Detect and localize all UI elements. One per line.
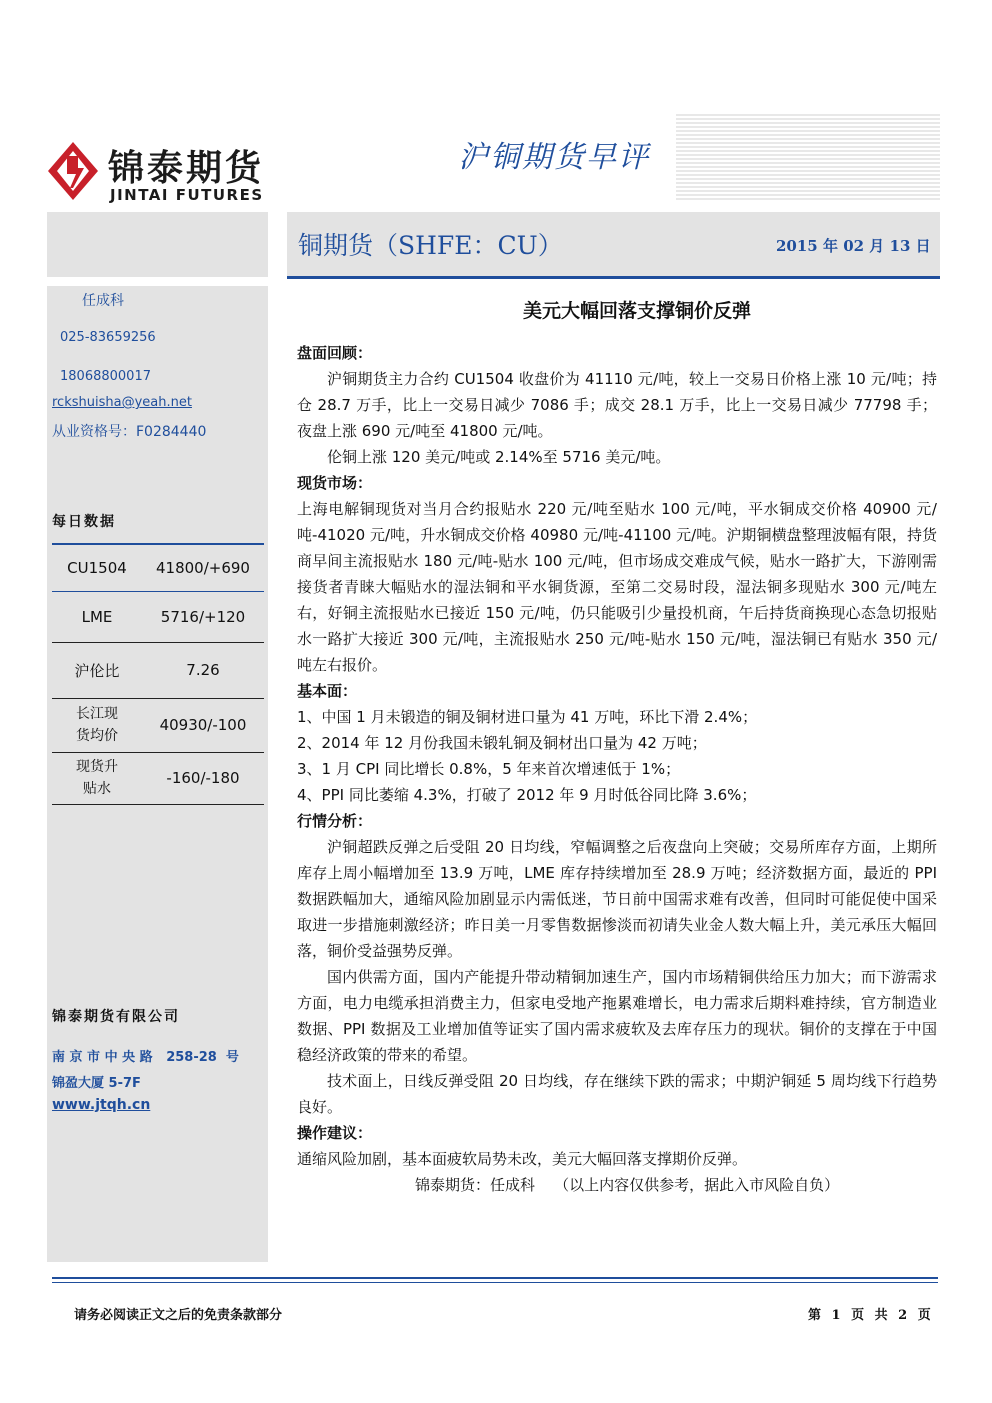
paragraph: 沪铜期货主力合约 CU1504 收盘价为 41110 元/吨，较上一交易日价格上涨 10 元/吨；持仓 28.7 万手，比上一交易日减少 7086 手；成交 28.1 万手，比上一交易日减少 77798 手；夜盘上涨 690 元/吨至 41800 元/吨。 (297, 370, 937, 440)
section-title-market-review: 盘面回顾： (297, 344, 373, 362)
data-value: 7.26 (186, 661, 220, 679)
section-title-analysis: 行情分析： (297, 812, 373, 830)
author-signature: 锦泰期货：任成科 （以上内容仅供参考，据此入市风险自负） (415, 1176, 840, 1194)
data-row-basis (52, 752, 264, 804)
footer-divider-thin (52, 1282, 938, 1283)
list-item: 3、1 月 CPI 同比增长 0.8%，5 年来首次增速低于 1%； (297, 760, 681, 778)
paragraph: 沪铜超跌反弹之后受阻 20 日均线，窄幅调整之后夜盘向上突破；交易所库存方面，上期所库存上周小幅增加至 13.9 万吨，LME 库存持续增加至 28.9 万吨；经济数据方面，最近的 PPI 数据跌幅加大，通缩风险加剧显示内需低迷，节日前中国需求难有改善，但同时可能促使中国采取进一步措施刺激经济；昨日美一月零售数据惨淡而初请失业金人数大幅上升，美元承压大幅回落，铜价受益强势反弹。 (297, 838, 937, 960)
data-row-lme (52, 591, 264, 642)
contact-phone-1: 025-83659256 (60, 330, 156, 345)
data-label: CU1504 (67, 558, 127, 577)
data-row-spot-avg (52, 698, 264, 752)
list-item: 4、PPI 同比萎缩 4.3%，打破了 2012 年 9 月时低谷同比降 3.6%； (297, 786, 757, 804)
list-item: 2、2014 年 12 月份我国未锻轧铜及铜材出口量为 42 万吨； (297, 734, 707, 752)
list-item: 1、中国 1 月未锻造的铜及铜材进口量为 41 万吨，环比下滑 2.4%； (297, 708, 758, 726)
data-label: LME (81, 607, 113, 626)
analyst-name: 任成科 (82, 293, 124, 309)
company-website-link[interactable]: www.jtqh.cn (52, 1097, 151, 1113)
company-name: 锦泰期货有限公司 (52, 1009, 180, 1025)
daily-data-table (52, 543, 264, 805)
paragraph: 技术面上，日线反弹受阻 20 日均线，存在继续下跌的需求；中期沪铜延 5 周均线下行趋势良好。 (297, 1072, 937, 1116)
report-date: 2015 年 02 月 13 日 (776, 237, 931, 255)
paragraph: 国内供需方面，国内产能提升带动精铜加速生产，国内市场精铜供给压力加大；而下游需求方面，电力电缆承担消费主力，但家电受地产拖累难增长，电力需求后期料难持续，官方制造业数据、PPI 数据及工业增加值等证实了国内需求疲软及去库存压力的现状。铜价的支撑在于中国稳经济政策的带来的希望。 (297, 968, 937, 1064)
report-title: 沪铜期货早评 (458, 140, 650, 175)
data-label-line-2: 货均价 (76, 728, 118, 744)
data-value: 41800/+690 (156, 558, 250, 577)
company-address-line-2: 锦盈大厦 5-7F (52, 1076, 141, 1091)
contact-email-link[interactable]: rckshuisha@yeah.net (52, 395, 192, 410)
section-title-fundamentals: 基本面： (297, 682, 358, 700)
logo-english-name: JINTAI FUTURES (110, 186, 264, 204)
paragraph: 伦铜上涨 120 美元/吨或 2.14%至 5716 美元/吨。 (327, 448, 671, 466)
company-logo-icon (48, 142, 98, 200)
footer-disclaimer: 请务必阅读正文之后的免责条款部分 (74, 1308, 283, 1323)
data-value: 40930/-100 (159, 716, 247, 734)
company-address-line-1: 南 京 市 中 央 路 258-28 号 (52, 1050, 239, 1065)
section-title-spot-market: 现货市场： (297, 474, 373, 492)
article-headline: 美元大幅回落支撑铜价反弹 (522, 300, 751, 322)
page-number: 第 1 页 共 2 页 (808, 1308, 934, 1323)
title-band-underline (287, 276, 940, 279)
data-value: 5716/+120 (160, 607, 246, 626)
data-label (52, 698, 142, 752)
paragraph: 上海电解铜现货对当月合约报贴水 220 元/吨至贴水 100 元/吨，平水铜成交价格 40900 元/吨-41020 元/吨，升水铜成交价格 40980 元/吨-41100 元/吨。沪期铜横盘整理波幅有限，持货商早间主流报贴水 180 元/吨-贴水 100 元/吨，但市场成交难成气候，贴水一路扩大，下游刚需接货者青睐大幅贴水的湿法铜和平水铜货源，至第二交易时段，湿法铜多现贴水 300 元/吨左右，好铜主流报贴水已接近 150 元/吨，仍只能吸引少量投机商，午后持货商换现心态急切报贴水一路扩大接近 300 元/吨，主流报贴水 250 元/吨-贴水 150 元/吨，湿法铜已有贴水 350 元/吨左右报价。 (297, 500, 937, 674)
data-label-line-1: 长江现 (76, 706, 118, 722)
data-label (52, 752, 142, 804)
data-label-line-2: 贴水 (83, 781, 111, 797)
paragraph: 通缩风险加剧，基本面疲软局势未改，美元大幅回落支撑期价反弹。 (297, 1150, 748, 1168)
section-title-suggestion: 操作建议： (297, 1124, 373, 1142)
header-stripe-decoration (676, 114, 940, 200)
data-row-cu1504 (52, 544, 264, 591)
article-body (297, 298, 937, 1198)
contact-phone-2: 18068800017 (60, 369, 151, 384)
data-value: -160/-180 (166, 769, 240, 787)
product-title: 铜期货（SHFE：CU） (298, 231, 563, 260)
logo-chinese-name: 锦泰期货 (108, 147, 265, 189)
data-row-ratio (52, 642, 264, 698)
data-label: 沪伦比 (74, 661, 120, 680)
data-label-line-1: 现货升 (76, 759, 118, 775)
sidebar-divider (47, 277, 268, 286)
daily-data-title: 每日数据 (52, 514, 116, 530)
license-number: 从业资格号：F0284440 (52, 424, 207, 440)
footer-divider (52, 1277, 938, 1279)
